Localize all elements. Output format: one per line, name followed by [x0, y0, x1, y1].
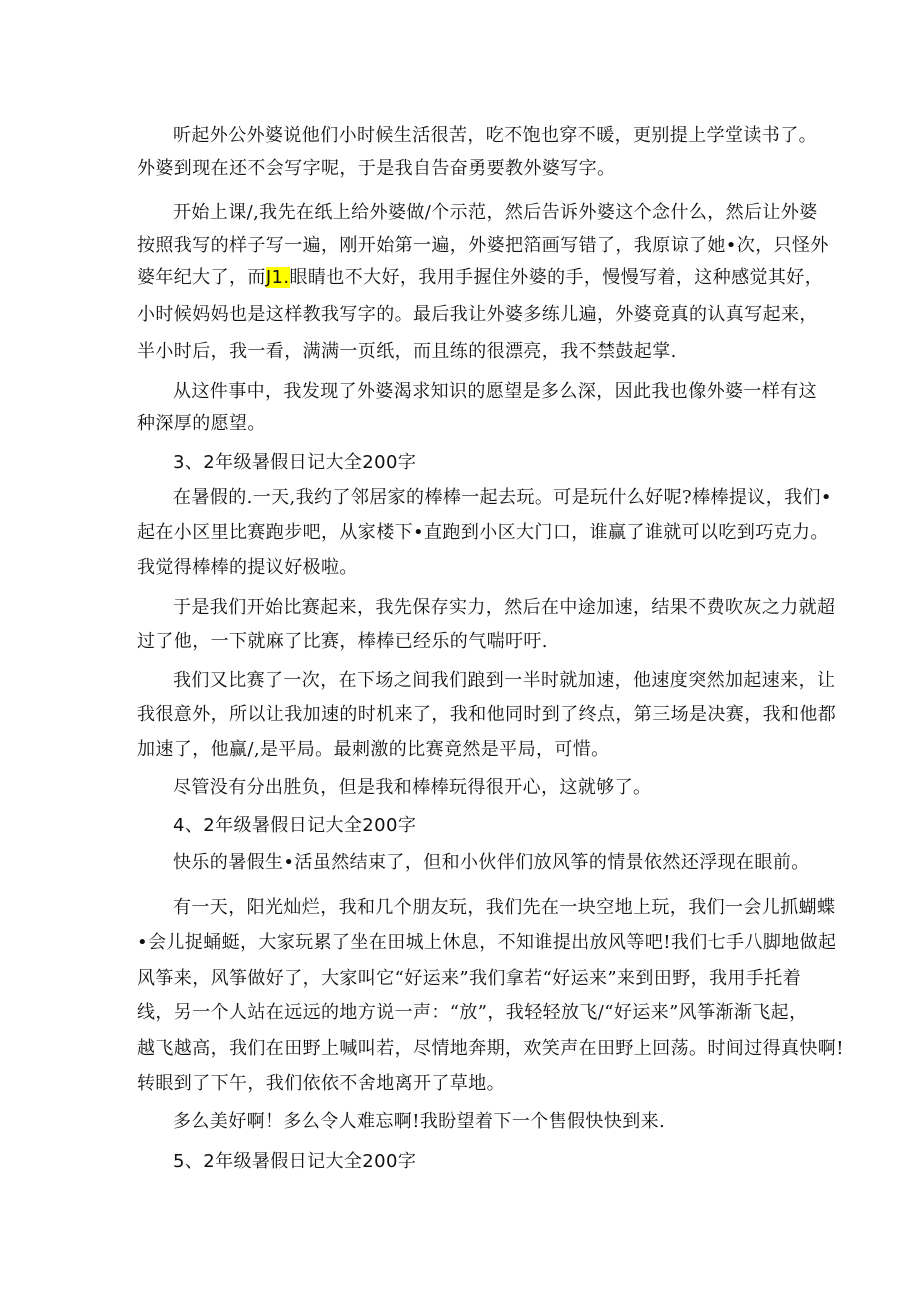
- paragraph-3-line-2: 种深厚的愿望。: [137, 413, 266, 434]
- paragraph-1-line-1: 听起外公外婆说他们小时候生活很苦，吃不饱也穿不暖，更别提上学堂读书了。: [173, 125, 817, 146]
- paragraph-3-line-1: 从这件事中，我发现了外婆渴求知识的愿望是多么深，因此我也像外婆一样有这: [173, 381, 817, 402]
- paragraph-6-line-3: 加速了，他赢/,是平局。最刺激的比赛竟然是平局，可惜。: [137, 739, 610, 760]
- section-heading-3: 3、2年级暑假日记大全200字: [173, 452, 417, 473]
- paragraph-5-line-1: 于是我们开始比赛起来，我先保存实力，然后在中途加速，结果不费吹灰之力就超: [173, 597, 836, 618]
- paragraph-2-line-3-end: 眼睛也不大好，我用手握住外婆的手，慢慢写着，这种感觉其好，: [289, 267, 824, 288]
- paragraph-9-line-2: •会儿捉蛹蜓，大家玩累了坐在田城上休息，不知谁提出放风等吧!我们七手八脚地做起: [137, 932, 837, 953]
- paragraph-2-line-1: 开始上课/,我先在纸上给外婆做/个示范，然后告诉外婆这个念什么，然后让外婆: [173, 202, 818, 223]
- paragraph-6-line-2: 我很意外，所以让我加速的时机来了，我和他同时到了终点，第三场是决赛，我和他都: [137, 704, 837, 725]
- paragraph-9-line-6: 转眼到了下午，我们依依不舍地离开了草地。: [137, 1073, 505, 1094]
- paragraph-4-line-3: 我觉得棒棒的提议好极啦。: [137, 557, 358, 578]
- paragraph-2-line-3: [137, 266, 823, 290]
- paragraph-9-line-4: 线，另一个人站在远远的地方说一声：“放”，我轻轻放飞/“好运来”风筝渐渐飞起，: [137, 1002, 808, 1023]
- paragraph-9-line-5: 越飞越高，我们在田野上喊叫若，尽情地奔期，欢笑声在田野上回荡。时间过得真快啊!: [137, 1038, 844, 1059]
- paragraph-7-line-1: 尽管没有分出胜负，但是我和棒棒玩得很开心，这就够了。: [173, 777, 652, 798]
- section-heading-5: 5、2年级暑假日记大全200字: [173, 1151, 417, 1172]
- paragraph-2-line-4: 小时候妈妈也是这样教我写字的。最后我让外婆多练儿遍，外婆竟真的认真写起来，: [137, 304, 818, 325]
- paragraph-4-line-2: 起在小区里比赛跑步吧，从家楼下•直跑到小区大门口，谁赢了谁就可以吃到巧克力。: [137, 522, 829, 543]
- paragraph-1-line-2: 外婆到现在还不会写字呢，于是我自告奋勇要教外婆写字。: [137, 158, 616, 179]
- highlighted-text: J1.: [265, 267, 290, 288]
- paragraph-10-line-1: 多么美好啊！多么令人难忘啊!我盼望着下一个售假快快到来.: [173, 1111, 666, 1132]
- paragraph-5-line-2: 过了他，一下就麻了比赛，棒棒已经乐的气喘吁吁.: [137, 631, 548, 652]
- paragraph-9-line-1: 有一天，阳光灿烂，我和几个朋友玩，我们先在一块空地上玩，我们一会儿抓蝴蝶: [173, 897, 836, 918]
- paragraph-8-line-1: 快乐的暑假生•活虽然结束了，但和小伙伴们放风筝的情景依然还浮现在眼前。: [173, 852, 810, 873]
- paragraph-9-line-3: 风筝来，风筝做好了，大家叫它“好运来”我们拿若“好运来”来到田野，我用手托着: [137, 968, 802, 989]
- paragraph-6-line-1: 我们又比赛了一次，在下场之间我们踉到一半时就加速，他速度突然加起速来，让: [173, 670, 836, 691]
- paragraph-2-line-5: 半小时后，我一看，满满一页纸，而且练的很漂亮，我不禁鼓起掌.: [137, 341, 677, 362]
- paragraph-2-line-2: 按照我写的样子写一遍，刚开始第一遍，外婆把箔画写错了，我原谅了她•次，只怪外: [137, 235, 829, 256]
- section-heading-4: 4、2年级暑假日记大全200字: [173, 815, 417, 836]
- paragraph-4-line-1: 在暑假的.一天,我约了邻居家的棒棒一起去玩。可是玩什么好呢?棒棒提议，我们•: [173, 487, 832, 508]
- paragraph-2-line-3-start: 婆年纪大了，而: [137, 267, 266, 288]
